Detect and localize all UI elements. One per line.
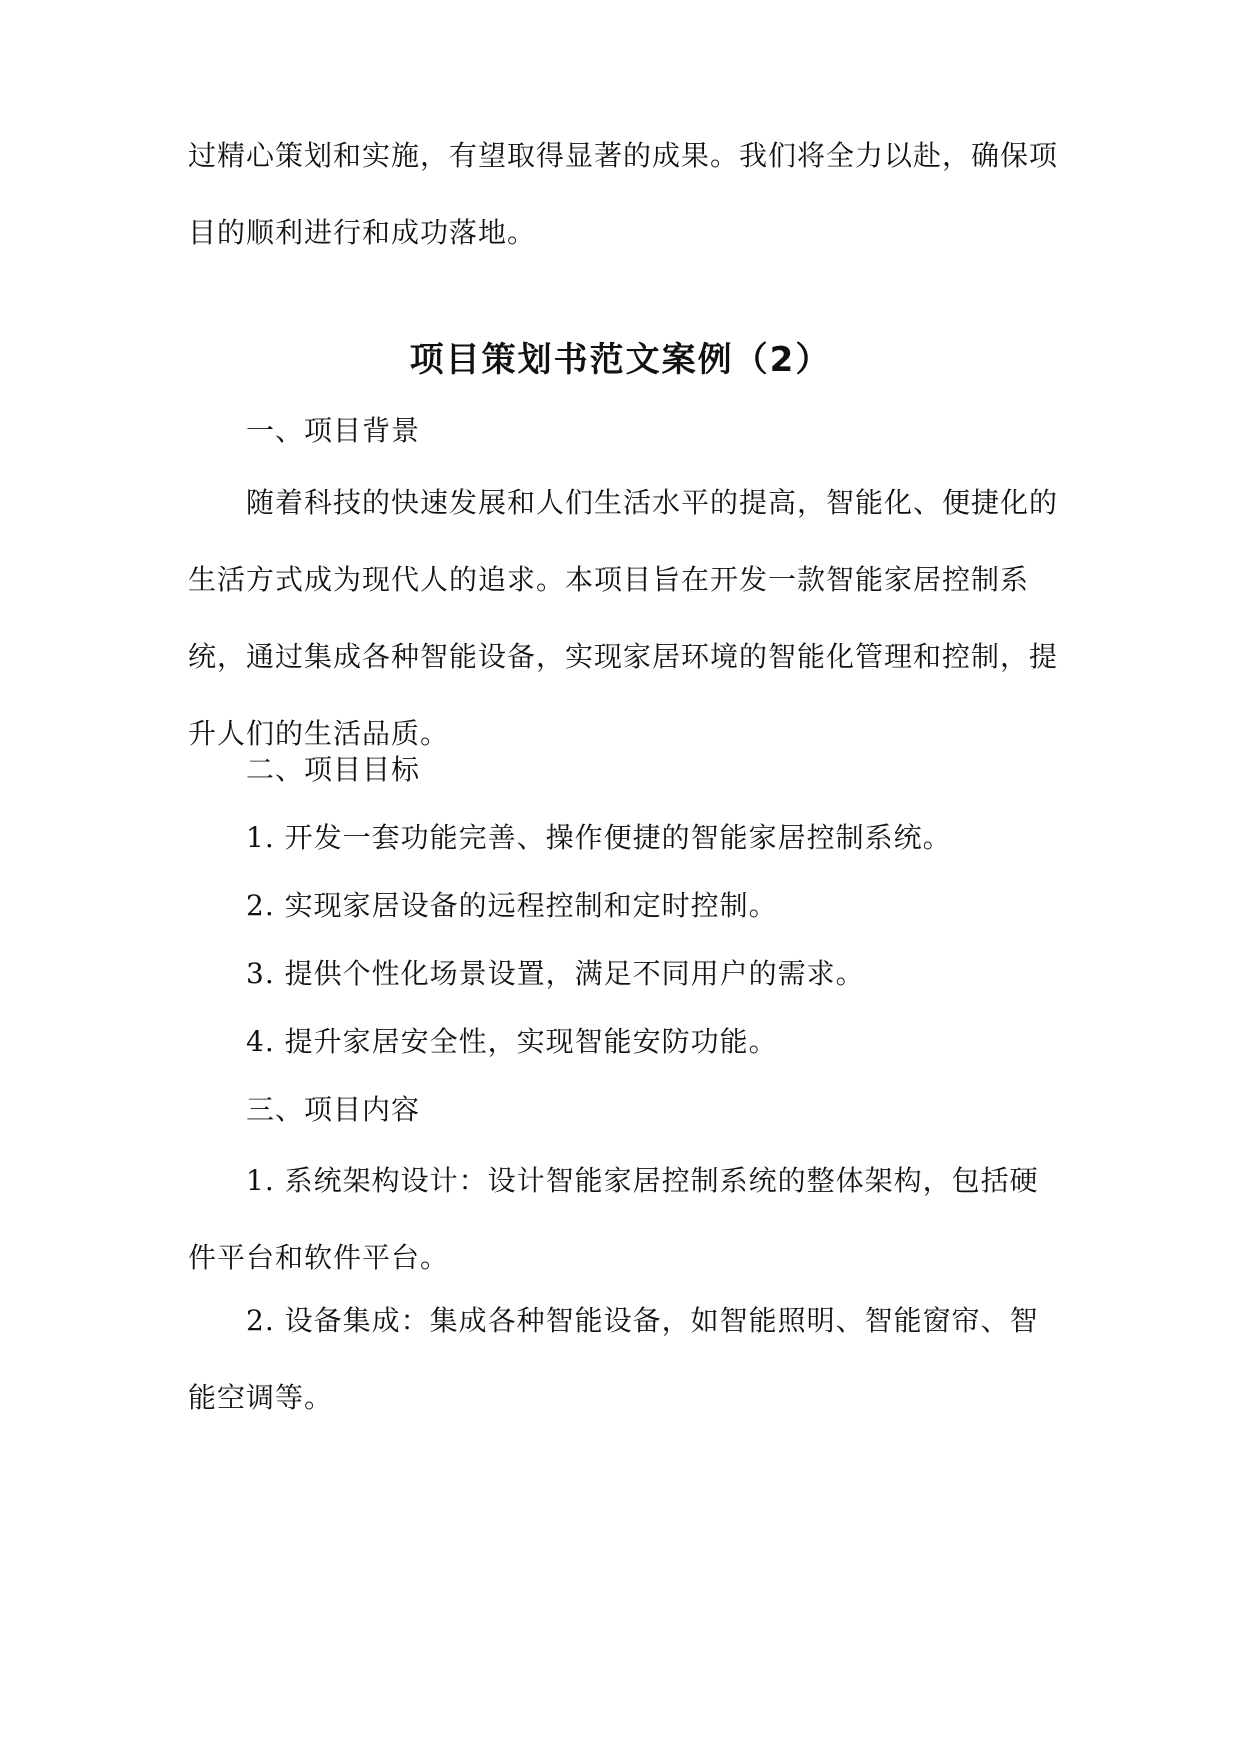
- goal-item: 4. 提升家居安全性，实现智能安防功能。: [246, 1025, 778, 1058]
- content-item: 1. 系统架构设计：设计智能家居控制系统的整体架构，包括硬件平台和软件平台。: [188, 1164, 1039, 1274]
- goal-item: 3. 提供个性化场景设置，满足不同用户的需求。: [246, 957, 865, 990]
- section-heading-background: 一、项目背景: [246, 414, 421, 447]
- section-heading-content: 三、项目内容: [246, 1093, 421, 1126]
- goal-item: 1. 开发一套功能完善、操作便捷的智能家居控制系统。: [246, 821, 952, 854]
- content-item: 2. 设备集成：集成各种智能设备，如智能照明、智能窗帘、智能空调等。: [188, 1304, 1039, 1414]
- intro-paragraph: 过精心策划和实施，有望取得显著的成果。我们将全力以赴，确保项目的顺利进行和成功落地。: [188, 139, 1059, 249]
- background-paragraph: 随着科技的快速发展和人们生活水平的提高，智能化、便捷化的生活方式成为现代人的追求。本项目旨在开发一款智能家居控制系统，通过集成各种智能设备，实现家居环境的智能化管理和控制，提升人们的生活品质。: [188, 486, 1059, 750]
- goal-item: 2. 实现家居设备的远程控制和定时控制。: [246, 889, 778, 922]
- document-title: 项目策划书范文案例（2）: [409, 340, 832, 380]
- section-heading-goals: 二、项目目标: [246, 753, 421, 786]
